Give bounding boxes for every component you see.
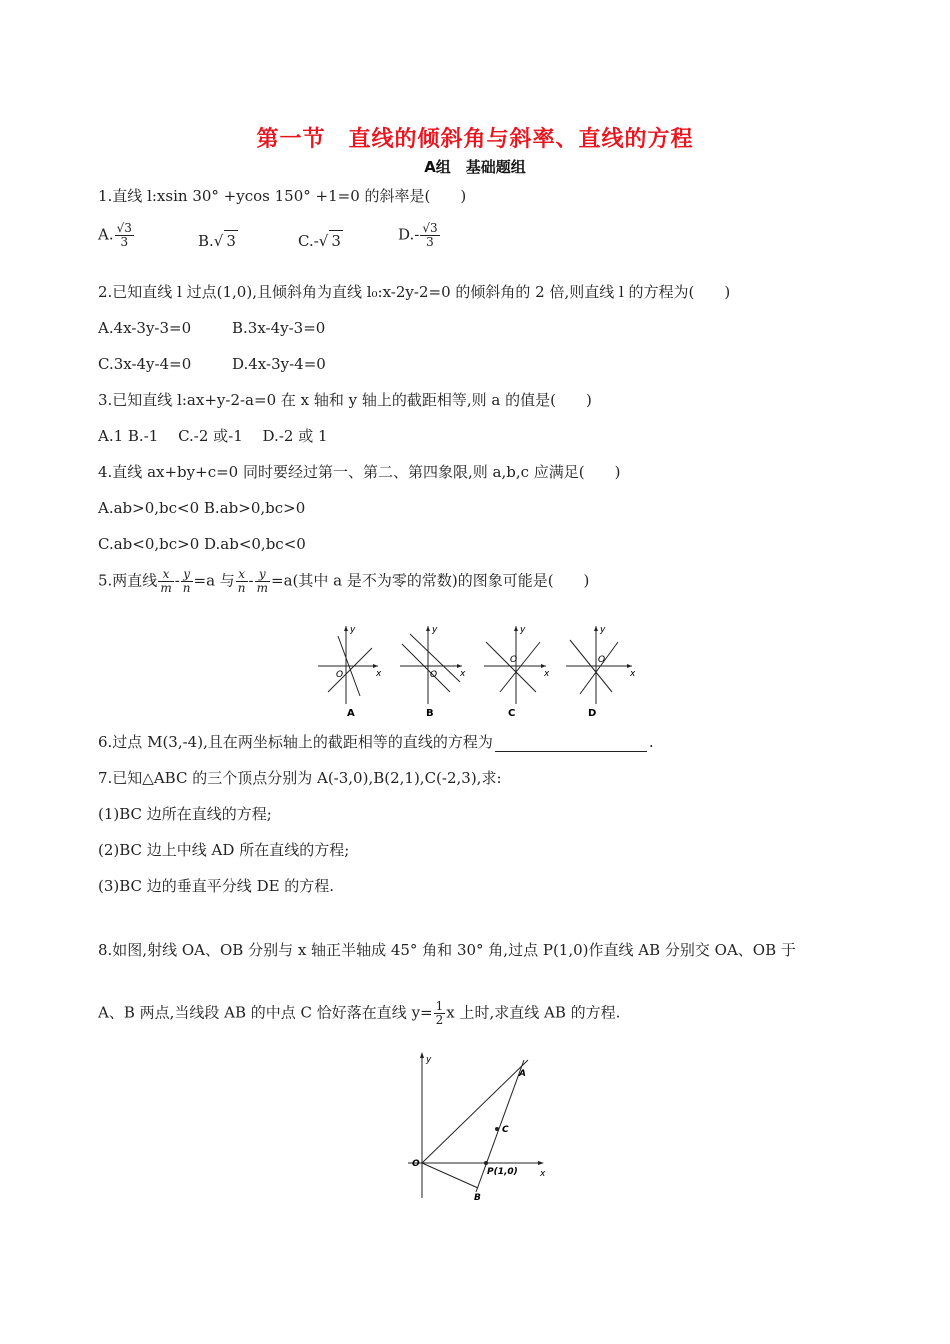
q8-point-b: B bbox=[474, 1193, 481, 1203]
q8-point-p: P(1,0) bbox=[487, 1167, 518, 1177]
group-heading: A组 基础题组 bbox=[424, 158, 526, 176]
q1-stem: 1.直线 l:xsin 30° +ycos 150° +1=0 的斜率是( ) bbox=[98, 187, 467, 205]
q8-line2: A、B 两点,当线段 AB 的中点 C 恰好落在直线 y= $\frac{1}{2}$ x 上时,求直线 AB 的方程. bbox=[98, 999, 621, 1027]
q8-axis-y: y bbox=[426, 1055, 432, 1065]
q5-graph-d-label: D bbox=[588, 708, 597, 719]
q5-graph-b-label: B bbox=[426, 708, 434, 719]
q1-option-d: D.- $\frac{√3}{3}$ bbox=[398, 221, 438, 249]
q7-stem: 7.已知△ABC 的三个顶点分别为 A(-3,0),B(2,1),C(-2,3),求: bbox=[98, 769, 502, 787]
q1-option-c: C.-√ 3 bbox=[298, 232, 341, 250]
q5-graph-a-y: y bbox=[350, 625, 356, 635]
q5-graph-d bbox=[566, 625, 636, 719]
q5-graph-c-x: x bbox=[544, 669, 550, 679]
q5-graph-a-label: A bbox=[347, 708, 355, 719]
q5-graph-a-x: x bbox=[376, 669, 382, 679]
q5-graph-d-x: x bbox=[630, 669, 636, 679]
q2-stem: 2.已知直线 l 过点(1,0),且倾斜角为直线 l₀:x-2y-2=0 的倾斜角的 2 倍,则直线 l 的方程为( ) bbox=[98, 283, 731, 301]
q6-answer-blank bbox=[495, 735, 647, 752]
q5-graph-d-origin: O bbox=[598, 655, 606, 665]
q5-graph-b bbox=[400, 625, 466, 719]
q5-graphs-figure bbox=[310, 620, 640, 720]
q8-origin: O bbox=[412, 1159, 420, 1169]
q5-graph-b-x: x bbox=[460, 669, 466, 679]
q5-graph-c bbox=[484, 625, 550, 719]
q5-graph-c-label: C bbox=[508, 708, 516, 719]
q5-graph-c-origin: O bbox=[510, 655, 518, 665]
q8-line1: 8.如图,射线 OA、OB 分别与 x 轴正半轴成 45° 角和 30° 角,过点 P(1,0)作直线 AB 分别交 OA、OB 于 bbox=[98, 941, 796, 959]
q4-options-row2: C.ab<0,bc>0 D.ab<0,bc<0 bbox=[98, 535, 306, 553]
q8-point-a: A bbox=[519, 1069, 526, 1079]
q4-stem: 4.直线 ax+by+c=0 同时要经过第一、第二、第四象限,则 a,b,c 应满足( ) bbox=[98, 463, 621, 481]
q5-graph-a bbox=[318, 625, 382, 719]
q5-graph-a-origin: O bbox=[336, 670, 344, 680]
q4-options-row1: A.ab>0,bc<0 B.ab>0,bc>0 bbox=[98, 499, 306, 517]
page-title: 第一节 直线的倾斜角与斜率、直线的方程 bbox=[256, 127, 694, 152]
q7-part1: (1)BC 边所在直线的方程; bbox=[98, 805, 272, 823]
q5-stem: 5.两直线 $\frac{x}{m}$ - $\frac{y}{n}$ =a 与 $\frac{x}{n}$ - $\frac{y}{m}$ =a(其中 a 是不为零的常数)的图象可能是( ) bbox=[98, 567, 590, 595]
q6-stem: 6.过点 M(3,-4),且在两坐标轴上的截距相等的直线的方程为 . bbox=[98, 733, 654, 751]
q7-part3: (3)BC 边的垂直平分线 DE 的方程. bbox=[98, 877, 335, 895]
q3-stem: 3.已知直线 l:ax+y-2-a=0 在 x 轴和 y 轴上的截距相等,则 a 的值是( ) bbox=[98, 391, 592, 409]
q8-figure bbox=[400, 1048, 560, 1208]
q5-graph-b-origin: O bbox=[430, 670, 438, 680]
q5-graph-b-y: y bbox=[432, 625, 438, 635]
q2-option-b: B.3x-4y-3=0 bbox=[232, 319, 326, 337]
q7-part2: (2)BC 边上中线 AD 所在直线的方程; bbox=[98, 841, 350, 859]
q2-option-a: A.4x-3y-3=0 bbox=[98, 319, 192, 337]
q3-options: A.1 B.-1 C.-2 或-1 D.-2 或 1 bbox=[98, 427, 328, 445]
q5-graph-c-y: y bbox=[520, 625, 526, 635]
q5-graph-d-y: y bbox=[600, 625, 606, 635]
q2-option-c: C.3x-4y-4=0 bbox=[98, 355, 192, 373]
q8-point-c: C bbox=[502, 1125, 509, 1135]
q1-option-b: B.√ 3 bbox=[198, 232, 236, 250]
q1-option-a: A. $\frac{√3}{3}$ bbox=[98, 221, 132, 249]
q8-axis-x: x bbox=[540, 1169, 546, 1179]
q2-option-d: D.4x-3y-4=0 bbox=[232, 355, 326, 373]
